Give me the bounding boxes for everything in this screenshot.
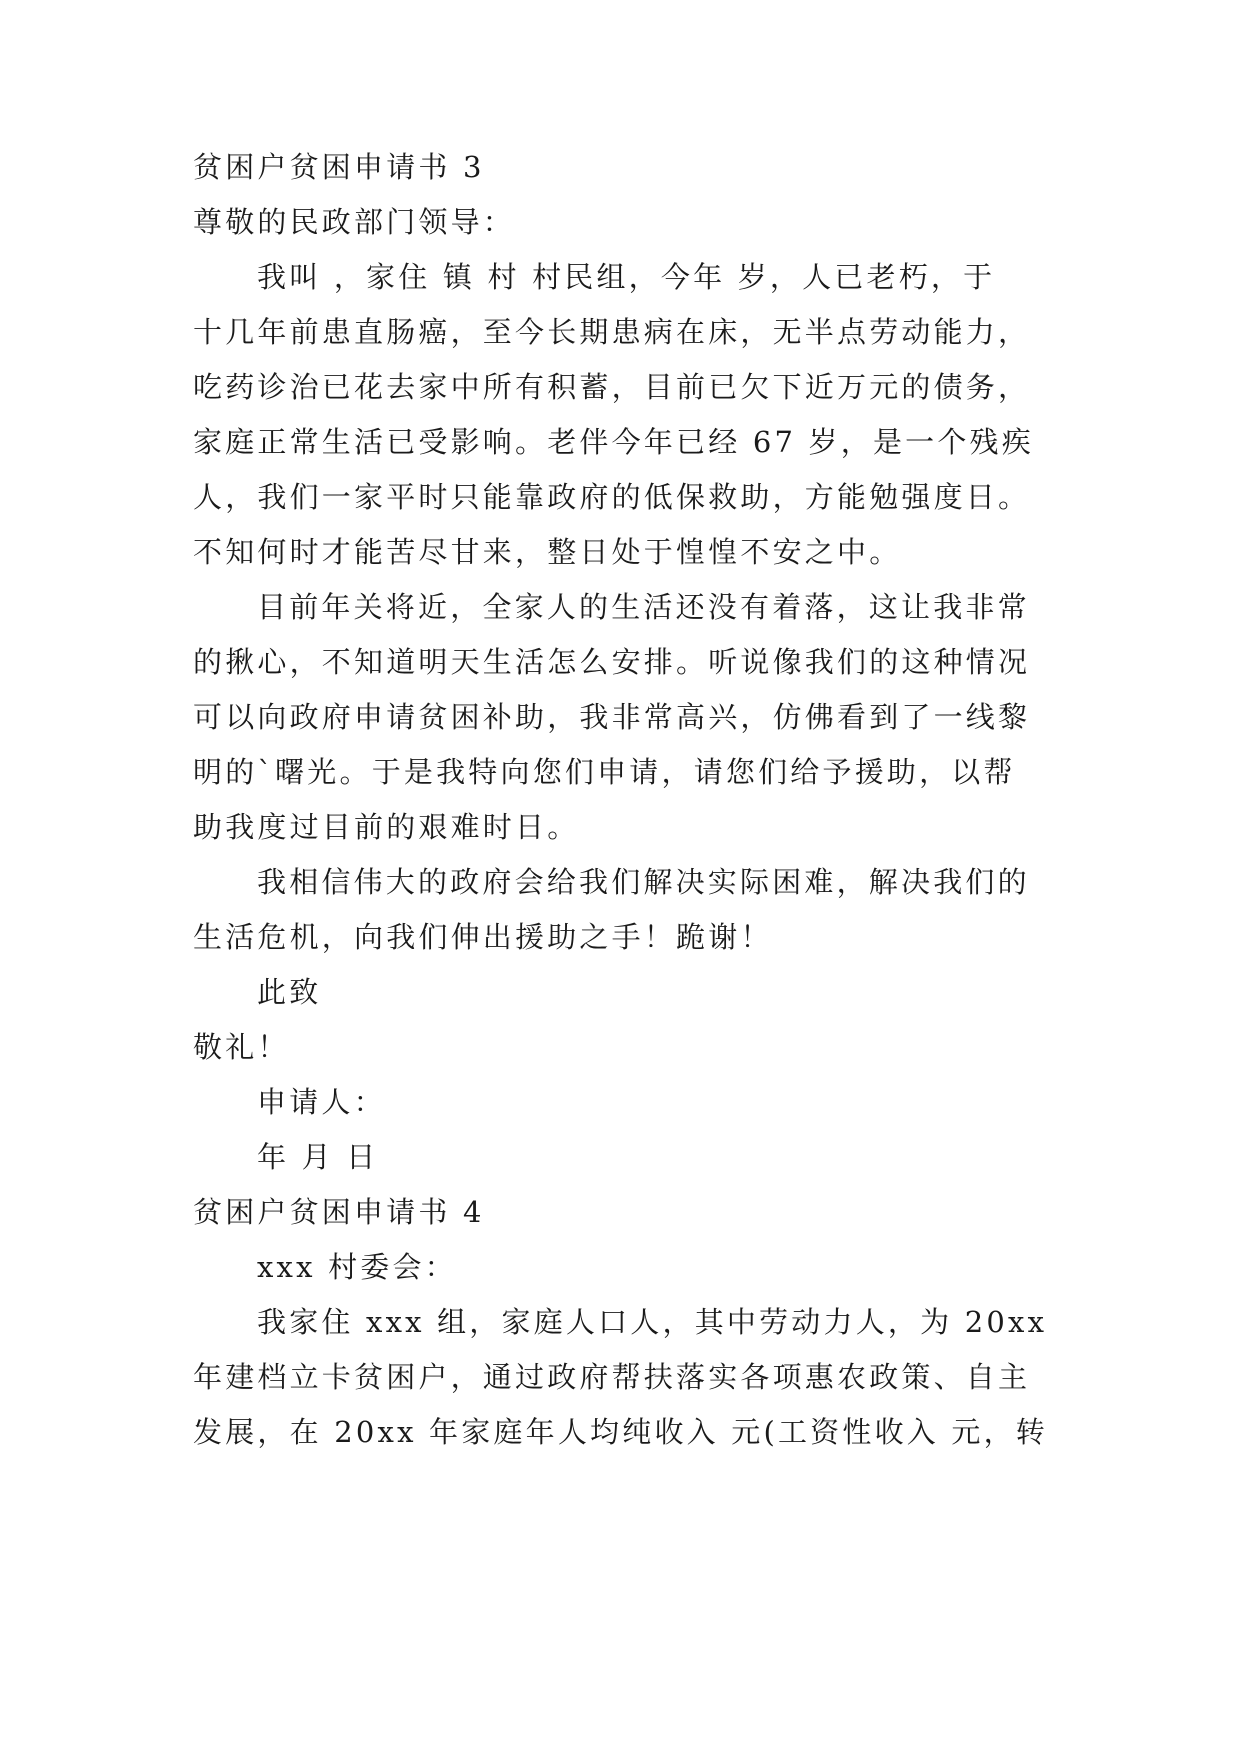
- paragraph-line: 明的`曙光。于是我特向您们申请，请您们给予援助，以帮: [193, 755, 1016, 789]
- date-line: 年 月 日: [257, 1140, 379, 1174]
- paragraph-line: 生活危机，向我们伸出援助之手！跪谢！: [193, 920, 773, 954]
- paragraph-line: 可以向政府申请贫困补助，我非常高兴，仿佛看到了一线黎: [193, 700, 1031, 734]
- closing-salute: 敬礼！: [193, 1030, 290, 1064]
- salutation: 尊敬的民政部门领导：: [193, 205, 516, 239]
- paragraph-line: 人，我们一家平时只能靠政府的低保救助，方能勉强度日。: [193, 480, 1031, 514]
- paragraph-line: 我家住 xxx 组，家庭人口人，其中劳动力人，为 20xx: [257, 1305, 1048, 1339]
- paragraph-line: 家庭正常生活已受影响。老伴今年已经 67 岁，是一个残疾: [193, 425, 1034, 459]
- paragraph-line: 我叫 ，家住 镇 村 村民组，今年 岁，人已老朽，于: [257, 260, 996, 294]
- paragraph-line: 目前年关将近，全家人的生活还没有着落，这让我非常: [257, 590, 1030, 624]
- paragraph-line: 不知何时才能苦尽甘来，整日处于惶惶不安之中。: [193, 535, 902, 569]
- section-title-3: 贫困户贫困申请书 3: [193, 150, 485, 184]
- applicant-label: 申请人：: [257, 1085, 386, 1119]
- paragraph-line: 十几年前患直肠癌，至今长期患病在床，无半点劳动能力，: [193, 315, 1031, 349]
- closing-phrase: 此致: [257, 975, 322, 1009]
- section-title-4: 贫困户贫困申请书 4: [193, 1195, 485, 1229]
- paragraph-line: 的揪心，不知道明天生活怎么安排。听说像我们的这种情况: [193, 645, 1031, 679]
- paragraph-line: 我相信伟大的政府会给我们解决实际困难，解决我们的: [257, 865, 1030, 899]
- salutation: xxx 村委会：: [257, 1250, 457, 1284]
- paragraph-line: 年建档立卡贫困户，通过政府帮扶落实各项惠农政策、自主: [193, 1360, 1031, 1394]
- paragraph-line: 发展，在 20xx 年家庭年人均纯收入 元(工资性收入 元，转: [193, 1415, 1048, 1449]
- paragraph-line: 吃药诊治已花去家中所有积蓄，目前已欠下近万元的债务，: [193, 370, 1031, 404]
- paragraph-line: 助我度过目前的艰难时日。: [193, 810, 580, 844]
